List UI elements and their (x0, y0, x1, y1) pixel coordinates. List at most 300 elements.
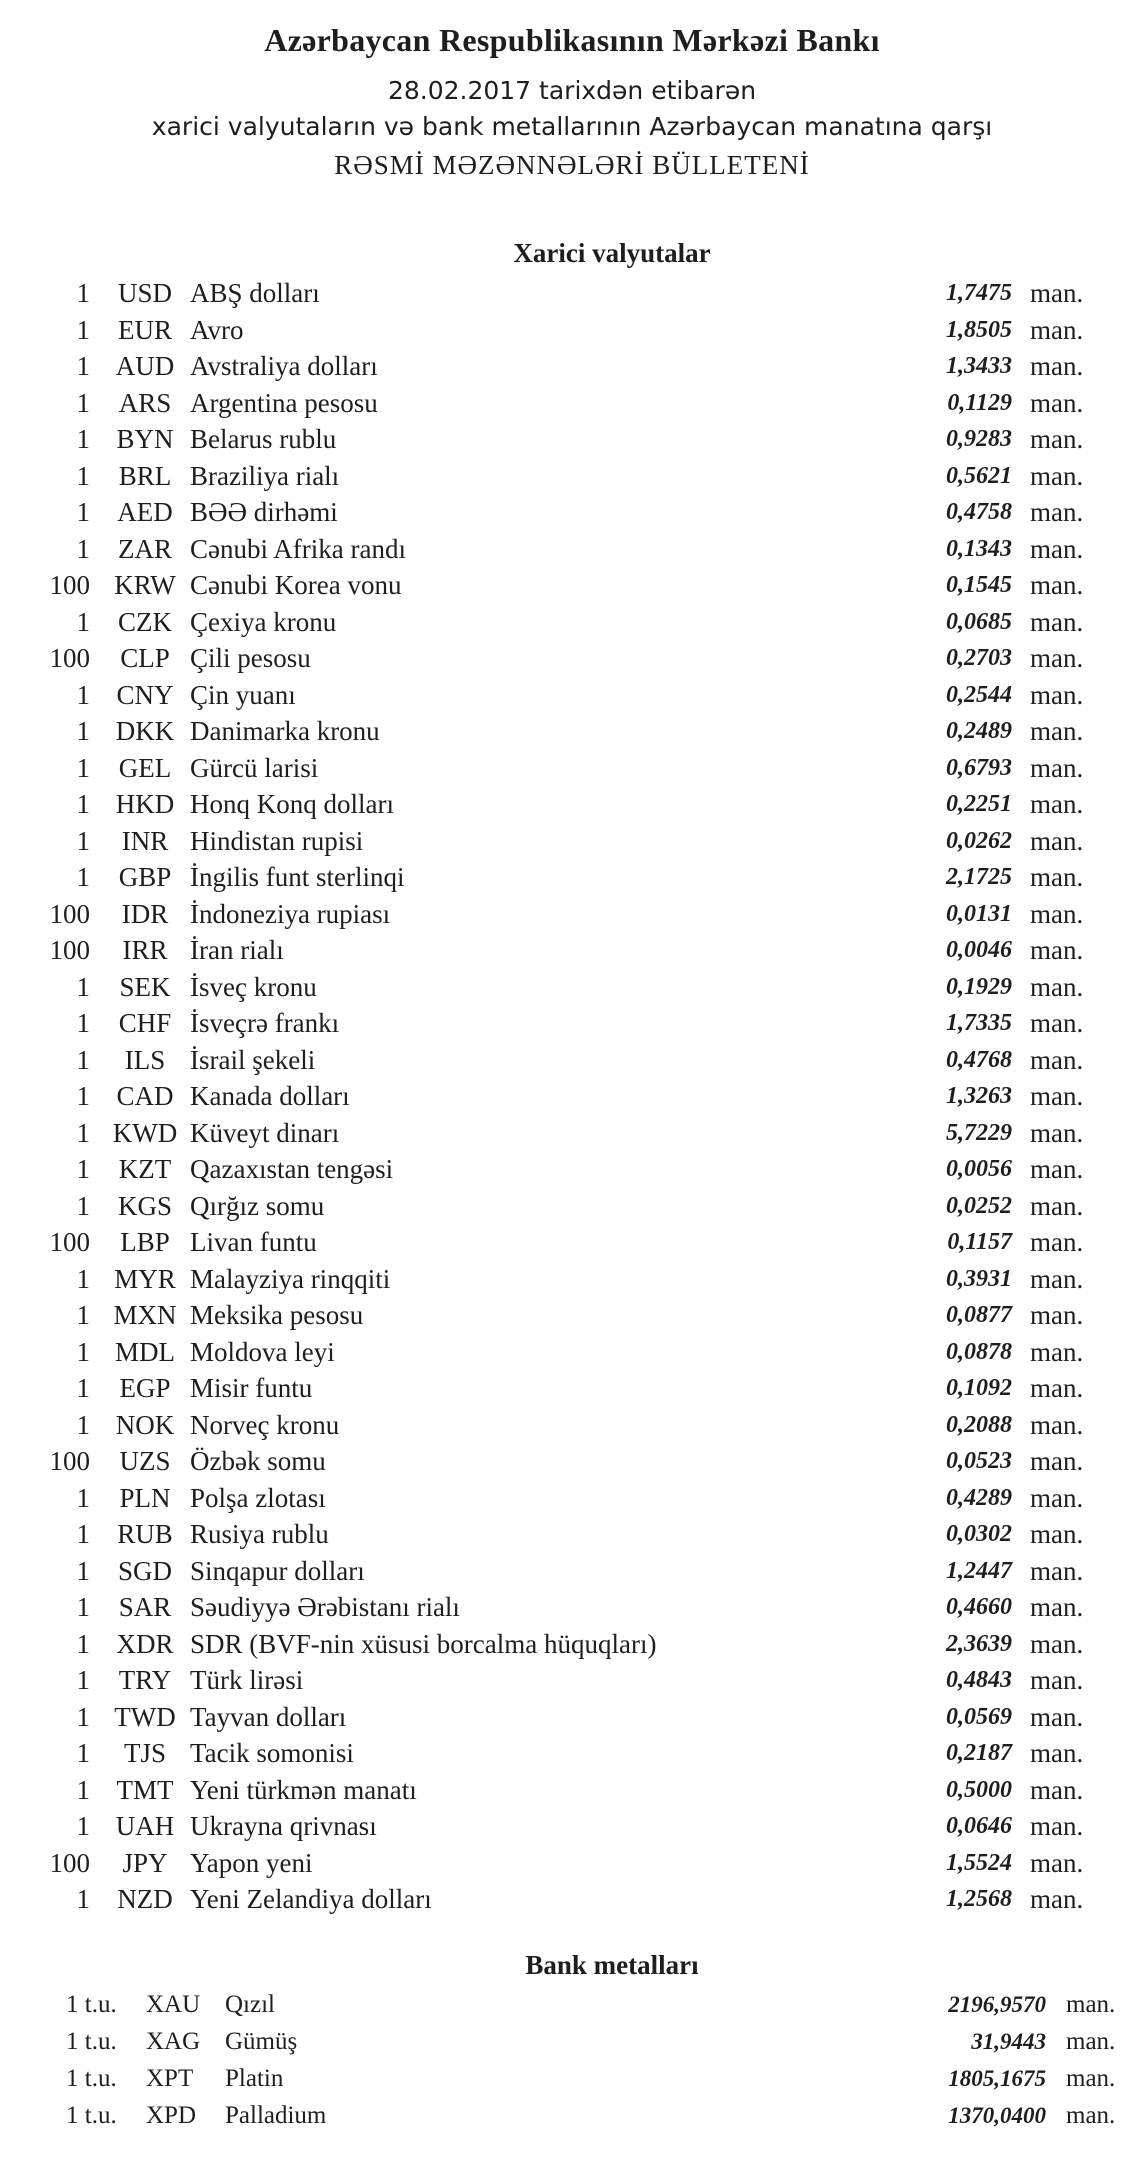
currency-qty: 1 (76, 1154, 90, 1184)
metal-rate: 1805,1675 (948, 2066, 1046, 2091)
currency-qty: 1 (76, 606, 90, 637)
currency-unit: man. (1030, 1190, 1084, 1221)
currency-code: EUR (118, 314, 172, 345)
currency-code: SGD (117, 1555, 172, 1586)
currency-rate: 0,0685 (946, 608, 1012, 635)
currency-qty: 1 (76, 533, 90, 564)
currency-rate: 0,1092 (946, 1375, 1012, 1401)
currency-code: BYN (116, 424, 174, 454)
currency-unit: man. (1030, 1336, 1084, 1367)
currency-row (0, 494, 1144, 530)
currency-name: İsveç kronu (190, 971, 317, 1002)
currency-code: ARS (118, 387, 172, 418)
currency-code: CZK (118, 606, 172, 637)
currency-name: Qazaxıstan tengəsi (190, 1154, 394, 1184)
currency-qty: 100 (49, 935, 90, 965)
currency-row (0, 1443, 1144, 1479)
currency-unit: man. (1030, 606, 1084, 637)
currency-row (0, 750, 1144, 786)
currency-name: Meksika pesosu (190, 1300, 364, 1330)
currency-code: UAH (115, 1811, 175, 1841)
currency-qty: 1 (76, 825, 90, 856)
currency-code: JPY (122, 1847, 168, 1878)
currency-name: İngilis funt sterlinqi (190, 862, 405, 892)
currency-unit: man. (1030, 351, 1084, 381)
currency-qty: 1 (76, 278, 90, 308)
currency-code: EGP (119, 1373, 171, 1403)
currency-row (0, 677, 1144, 713)
currency-row (0, 1662, 1144, 1698)
currency-rate: 0,0262 (946, 827, 1012, 854)
currency-row (0, 1078, 1144, 1114)
currency-name: Türk lirəsi (190, 1665, 304, 1695)
currency-row (0, 640, 1144, 676)
bulletin-title: RƏSMİ MƏZƏNNƏLƏRİ BÜLLETENİ (334, 150, 810, 180)
currency-code: XDR (116, 1628, 174, 1659)
currency-rate: 0,1343 (946, 535, 1012, 562)
currency-row (0, 1188, 1144, 1224)
currency-code: RUB (117, 1519, 173, 1549)
currency-rate: 0,4289 (946, 1484, 1012, 1511)
currency-name: Braziliya rialı (190, 460, 340, 491)
currency-row (0, 786, 1144, 822)
currency-rate: 0,2088 (946, 1411, 1012, 1438)
currency-name: Norveç kronu (190, 1409, 340, 1440)
currency-code: CLP (120, 643, 170, 673)
currency-name: Çin yuanı (190, 679, 296, 710)
currency-row (0, 1735, 1144, 1771)
currency-rate: 0,0523 (946, 1448, 1012, 1474)
currency-unit: man. (1030, 1738, 1084, 1768)
metal-code: XPT (146, 2065, 194, 2092)
currency-row (0, 421, 1144, 457)
currency-qty: 1 (76, 1373, 90, 1403)
currency-code: IDR (121, 898, 169, 929)
currency-unit: man. (1030, 1811, 1084, 1841)
currency-qty: 1 (76, 679, 90, 710)
currency-unit: man. (1030, 1409, 1084, 1440)
currency-row (0, 1772, 1144, 1808)
currency-row (0, 1297, 1144, 1333)
currency-name: Moldova leyi (190, 1336, 335, 1367)
currency-qty: 1 (76, 1190, 90, 1221)
metal-code: XAU (146, 1991, 201, 2018)
currency-unit: man. (1030, 1446, 1084, 1476)
currency-name: Misir funtu (190, 1373, 313, 1403)
currency-rate: 5,7229 (946, 1119, 1012, 1146)
currency-qty: 1 (76, 971, 90, 1002)
currency-name: Hindistan rupisi (190, 825, 364, 856)
currency-name: BƏƏ dirhəmi (190, 497, 338, 527)
currency-rate: 1,3263 (946, 1083, 1012, 1109)
currency-rate: 2,3639 (946, 1630, 1012, 1657)
currency-unit: man. (1030, 497, 1084, 527)
currency-row (0, 823, 1144, 859)
metal-rate: 1370,0400 (948, 2103, 1046, 2128)
currency-unit: man. (1030, 716, 1084, 746)
currency-name: Avro (190, 314, 244, 345)
currency-unit: man. (1030, 1519, 1084, 1549)
currency-rate: 0,9283 (946, 426, 1012, 452)
currency-code: MXN (113, 1300, 177, 1330)
currency-code: IRR (122, 935, 168, 965)
currency-code: GBP (118, 862, 172, 892)
currency-row (0, 1407, 1144, 1443)
currency-code: CHF (118, 1008, 172, 1038)
metal-row (0, 2061, 1144, 2097)
currency-qty: 1 (76, 424, 90, 454)
currency-qty: 1 (76, 1117, 90, 1148)
currency-code: BRL (118, 460, 172, 491)
currency-rate: 0,2703 (946, 645, 1012, 671)
currency-qty: 1 (76, 1555, 90, 1586)
currency-unit: man. (1030, 825, 1084, 856)
currency-name: Cənubi Afrika randı (190, 533, 406, 564)
currency-row (0, 1151, 1144, 1187)
currency-row (0, 1261, 1144, 1297)
currency-row (0, 1881, 1144, 1917)
currency-qty: 1 (76, 1300, 90, 1330)
currency-name: Qırğız somu (190, 1190, 325, 1221)
currency-code: NZD (117, 1884, 173, 1914)
currency-unit: man. (1030, 1263, 1084, 1294)
currency-unit: man. (1030, 679, 1084, 710)
currency-rate: 0,1545 (946, 572, 1012, 598)
currency-unit: man. (1030, 1482, 1084, 1513)
currency-code: KWD (112, 1117, 178, 1148)
currency-unit: man. (1030, 752, 1084, 783)
currency-code: KZT (118, 1154, 172, 1184)
currency-unit: man. (1030, 1884, 1084, 1914)
currency-qty: 1 (76, 1409, 90, 1440)
currency-unit: man. (1030, 278, 1084, 308)
currency-unit: man. (1030, 1081, 1084, 1111)
currency-qty: 1 (76, 862, 90, 892)
currency-code: CAD (116, 1081, 174, 1111)
currency-unit: man. (1030, 1227, 1084, 1257)
currency-name: Çexiya kronu (190, 606, 337, 637)
currency-code: KGS (117, 1190, 172, 1221)
currency-rate: 0,0056 (946, 1156, 1012, 1182)
currency-rate: 0,1157 (947, 1229, 1012, 1255)
currency-rate: 1,8505 (946, 316, 1012, 343)
currency-rate: 0,0646 (946, 1813, 1012, 1839)
currency-rate: 0,2187 (946, 1740, 1012, 1766)
currency-row (0, 1480, 1144, 1516)
currency-row (0, 932, 1144, 968)
currency-rate: 0,3931 (946, 1265, 1012, 1292)
currency-code: UZS (119, 1446, 171, 1476)
currency-row (0, 1845, 1144, 1881)
currency-name: İran rialı (190, 935, 284, 965)
currency-row (0, 1370, 1144, 1406)
currency-code: TRY (118, 1665, 172, 1695)
currency-code: TMT (116, 1774, 174, 1805)
currency-rate: 0,2544 (946, 681, 1012, 708)
currency-unit: man. (1030, 460, 1084, 491)
currency-name: Malayziya rinqqiti (190, 1263, 391, 1294)
currency-row (0, 1224, 1144, 1260)
currency-code: ILS (124, 1044, 166, 1075)
currency-row (0, 348, 1144, 384)
currency-qty: 1 (76, 1081, 90, 1111)
metal-unit: man. (1066, 2102, 1116, 2129)
currency-name: Səudiyyə Ərəbistanı rialı (190, 1592, 460, 1622)
currency-rate: 0,0877 (946, 1302, 1012, 1328)
currency-qty: 1 (76, 387, 90, 418)
currency-row (0, 312, 1144, 348)
currency-name: Tayvan dolları (190, 1701, 347, 1732)
currency-qty: 100 (49, 1446, 90, 1476)
currency-name: Argentina pesosu (190, 387, 378, 418)
currency-row (0, 458, 1144, 494)
currency-code: MYR (114, 1263, 176, 1294)
currency-qty: 1 (76, 1336, 90, 1367)
currency-name: Tacik somonisi (190, 1738, 354, 1768)
currency-unit: man. (1030, 1592, 1084, 1622)
currency-qty: 1 (76, 1628, 90, 1659)
currency-unit: man. (1030, 1008, 1084, 1038)
currency-rate: 0,2251 (946, 791, 1012, 817)
metal-name: Gümüş (225, 2028, 298, 2055)
currency-name: Belarus rublu (190, 424, 337, 454)
currency-row (0, 969, 1144, 1005)
currency-name: İsrail şekeli (190, 1044, 316, 1075)
currencies-section-title: Xarici valyutalar (513, 238, 711, 268)
currency-rate: 0,0569 (946, 1703, 1012, 1730)
currency-row (0, 385, 1144, 421)
currency-code: AED (117, 497, 173, 527)
currency-rate: 0,0131 (946, 900, 1012, 927)
currency-rate: 0,5621 (946, 462, 1012, 489)
currency-name: İsveçrə frankı (190, 1008, 340, 1038)
currency-code: TWD (114, 1701, 176, 1732)
currency-qty: 1 (76, 497, 90, 527)
bank-title: Azərbaycan Respublikasının Mərkəzi Bankı (264, 22, 880, 58)
currency-name: ABŞ dolları (190, 278, 320, 308)
currency-qty: 100 (49, 1847, 90, 1878)
currency-unit: man. (1030, 1044, 1084, 1075)
currency-name: Kanada dolları (190, 1081, 350, 1111)
currency-row (0, 1115, 1144, 1151)
currency-unit: man. (1030, 862, 1084, 892)
currency-row (0, 531, 1144, 567)
currency-unit: man. (1030, 570, 1084, 600)
currency-code: GEL (118, 752, 172, 783)
metal-unit: man. (1066, 1991, 1116, 2018)
currency-rate: 1,7335 (946, 1010, 1012, 1036)
currency-code: SEK (119, 971, 171, 1002)
metal-rate: 2196,9570 (948, 1992, 1046, 2017)
currency-rate: 0,5000 (946, 1776, 1012, 1803)
currency-name: İndoneziya rupiası (190, 898, 391, 929)
currency-rate: 2,1725 (946, 864, 1012, 890)
currency-rate: 0,0878 (946, 1338, 1012, 1365)
currency-rate: 0,4660 (946, 1594, 1012, 1620)
currency-code: NOK (115, 1409, 175, 1440)
currency-code: USD (117, 278, 172, 308)
currency-row (0, 567, 1144, 603)
currency-row (0, 1699, 1144, 1735)
currency-rate: 0,2489 (946, 718, 1012, 744)
currency-rate: 0,0302 (946, 1521, 1012, 1547)
currency-unit: man. (1030, 1555, 1084, 1586)
currency-qty: 1 (76, 752, 90, 783)
currency-name: Cənubi Korea vonu (190, 570, 402, 600)
metals-section-title: Bank metalları (525, 1950, 699, 1980)
currency-rate: 1,2568 (946, 1886, 1012, 1912)
currency-unit: man. (1030, 533, 1084, 564)
metal-row (0, 2024, 1144, 2060)
currency-unit: man. (1030, 1847, 1084, 1878)
currency-code: SAR (118, 1592, 172, 1622)
currency-unit: man. (1030, 935, 1084, 965)
currency-row (0, 1005, 1144, 1041)
currency-unit: man. (1030, 1300, 1084, 1330)
currency-row (0, 1042, 1144, 1078)
currency-name: Polşa zlotası (190, 1482, 326, 1513)
currency-name: Yapon yeni (190, 1847, 313, 1878)
currency-qty: 1 (76, 1701, 90, 1732)
metal-qty: 1 t.u. (66, 2102, 117, 2129)
currency-row (0, 1626, 1144, 1662)
metal-qty: 1 t.u. (66, 1991, 117, 2018)
currency-rate: 0,6793 (946, 754, 1012, 781)
currency-code: DKK (115, 716, 175, 746)
currency-rate: 0,4843 (946, 1667, 1012, 1693)
currency-qty: 1 (76, 1008, 90, 1038)
currency-row (0, 859, 1144, 895)
currency-rate: 0,1129 (947, 389, 1012, 416)
effective-date: 28.02.2017 tarixdən etibarən (387, 76, 757, 105)
currency-name: Küveyt dinarı (190, 1117, 340, 1148)
currency-rate: 0,4758 (946, 499, 1012, 525)
currency-name: Gürcü larisi (190, 752, 319, 783)
currency-qty: 1 (76, 716, 90, 746)
currency-row (0, 1516, 1144, 1552)
currency-qty: 1 (76, 1738, 90, 1768)
currency-unit: man. (1030, 1665, 1084, 1695)
currency-code: ZAR (118, 533, 172, 564)
metal-unit: man. (1066, 2028, 1116, 2055)
currency-row (0, 1334, 1144, 1370)
currency-qty: 100 (49, 643, 90, 673)
currency-unit: man. (1030, 643, 1084, 673)
currency-qty: 1 (76, 460, 90, 491)
subtitle: xarici valyutaların və bank metallarının Azərbaycan manatına qarşı (151, 112, 993, 141)
currency-qty: 1 (76, 1592, 90, 1622)
currency-rate: 1,5524 (946, 1849, 1012, 1876)
currency-rate: 1,3433 (946, 353, 1012, 379)
currency-unit: man. (1030, 1628, 1084, 1659)
metal-qty: 1 t.u. (66, 2028, 117, 2055)
currency-name: Rusiya rublu (190, 1519, 329, 1549)
currency-row (0, 1589, 1144, 1625)
currency-name: SDR (BVF-nin xüsusi borcalma hüquqları) (190, 1628, 657, 1659)
currency-name: Honq Konq dolları (190, 789, 394, 819)
currency-qty: 1 (76, 314, 90, 345)
currency-rate: 0,1929 (946, 973, 1012, 1000)
metal-name: Platin (225, 2065, 284, 2092)
currency-unit: man. (1030, 1774, 1084, 1805)
currency-name: Yeni Zelandiya dolları (190, 1884, 432, 1914)
metal-row (0, 1987, 1144, 2023)
currency-rate: 1,2447 (946, 1557, 1012, 1584)
currency-name: Çili pesosu (190, 643, 311, 673)
currency-code: TJS (123, 1738, 167, 1768)
metal-qty: 1 t.u. (66, 2065, 117, 2092)
currency-rate: 1,7475 (946, 280, 1012, 306)
currency-qty: 1 (76, 1811, 90, 1841)
currency-unit: man. (1030, 314, 1084, 345)
metal-code: XPD (146, 2102, 197, 2129)
currency-code: KRW (114, 570, 176, 600)
currency-qty: 1 (76, 1884, 90, 1914)
currency-code: CNY (116, 679, 174, 710)
currency-unit: man. (1030, 1154, 1084, 1184)
currency-unit: man. (1030, 898, 1084, 929)
currency-row (0, 1808, 1144, 1844)
currency-row (0, 275, 1144, 311)
currency-row (0, 896, 1144, 932)
metal-name: Palladium (225, 2102, 327, 2129)
currency-name: Ukrayna qrivnası (190, 1811, 377, 1841)
currency-name: Yeni türkmən manatı (190, 1774, 417, 1805)
currency-name: Özbək somu (190, 1446, 326, 1476)
currency-row (0, 604, 1144, 640)
currency-unit: man. (1030, 1117, 1084, 1148)
currency-name: Livan funtu (190, 1227, 317, 1257)
currency-name: Sinqapur dolları (190, 1555, 365, 1586)
currency-code: MDL (115, 1336, 175, 1367)
currency-qty: 1 (76, 1665, 90, 1695)
currency-name: Avstraliya dolları (190, 351, 378, 381)
currency-qty: 1 (76, 1044, 90, 1075)
currency-unit: man. (1030, 424, 1084, 454)
currency-qty: 1 (76, 1482, 90, 1513)
currency-unit: man. (1030, 789, 1084, 819)
currency-qty: 1 (76, 351, 90, 381)
currency-rate: 0,0046 (946, 937, 1012, 963)
currency-qty: 1 (76, 789, 90, 819)
currency-rate: 0,4768 (946, 1046, 1012, 1073)
currency-qty: 100 (49, 570, 90, 600)
currency-code: AUD (115, 351, 175, 381)
currency-name: Danimarka kronu (190, 716, 380, 746)
currency-code: PLN (119, 1482, 171, 1513)
metal-code: XAG (146, 2028, 201, 2055)
currency-qty: 1 (76, 1263, 90, 1294)
metal-unit: man. (1066, 2065, 1116, 2092)
currency-unit: man. (1030, 387, 1084, 418)
currency-qty: 1 (76, 1519, 90, 1549)
currency-qty: 100 (49, 1227, 90, 1257)
metal-rate: 31,9443 (971, 2029, 1046, 2054)
currency-rate: 0,0252 (946, 1192, 1012, 1219)
currency-row (0, 713, 1144, 749)
currency-unit: man. (1030, 1373, 1084, 1403)
currency-qty: 1 (76, 1774, 90, 1805)
currency-row (0, 1553, 1144, 1589)
currency-unit: man. (1030, 1701, 1084, 1732)
currency-code: HKD (115, 789, 175, 819)
currency-code: LBP (120, 1227, 170, 1257)
currency-qty: 100 (49, 898, 90, 929)
currency-code: INR (121, 825, 169, 856)
currency-unit: man. (1030, 971, 1084, 1002)
metal-name: Qızıl (225, 1991, 275, 2018)
metal-row (0, 2098, 1144, 2134)
